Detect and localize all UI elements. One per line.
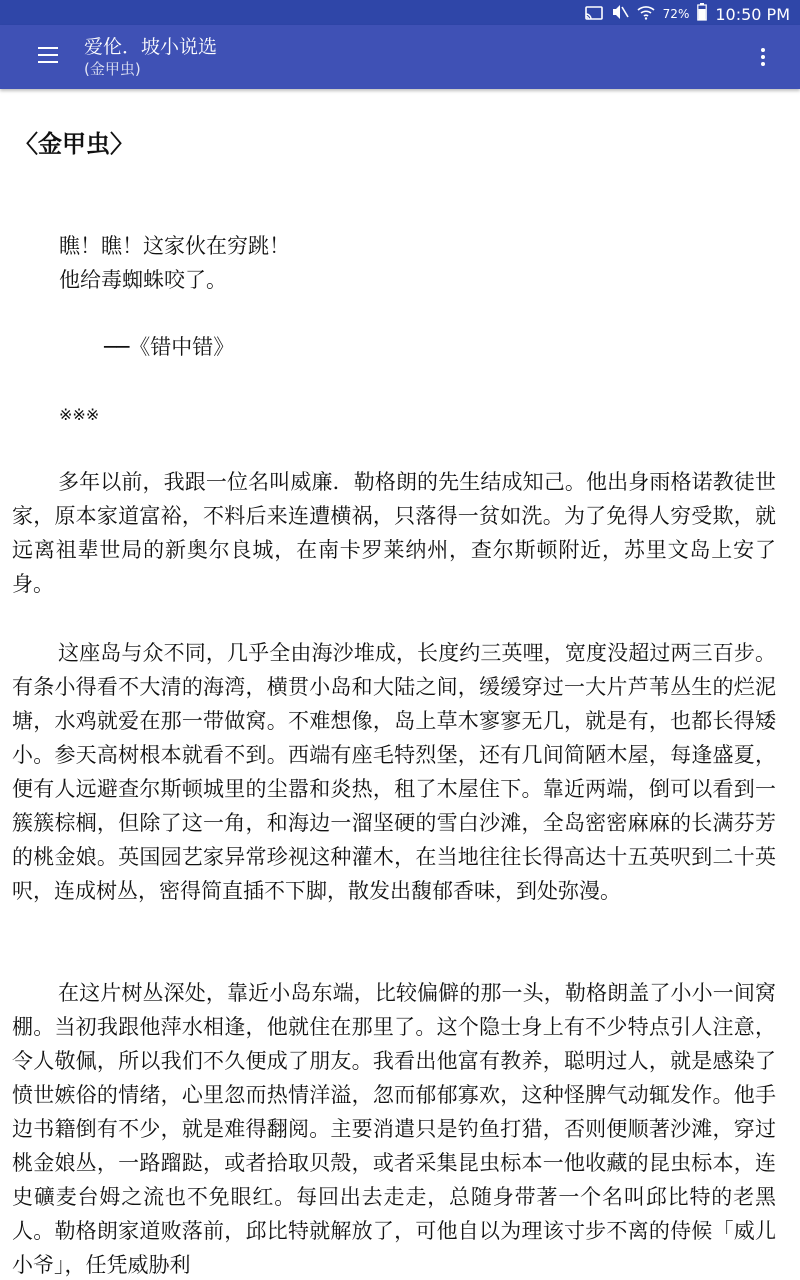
status-time: 10:50 PM bbox=[715, 4, 790, 24]
paragraph-1: 多年以前，我跟一位名叫威廉．勒格朗的先生结成知己。他出身雨格诺教徒世家，原本家道富裕，不料后来连遭横祸，只落得一贫如洗。为了免得人穷受欺，就远离祖辈世局的新奥尔良城，在南卡罗莱纳州，查尔斯顿附近，苏里文岛上安了身。 bbox=[12, 470, 776, 596]
wifi-icon bbox=[637, 4, 655, 24]
overflow-menu-icon[interactable] bbox=[761, 48, 765, 66]
epigraph-line-2: 他给毒蜘蛛咬了。 bbox=[59, 268, 227, 292]
epigraph-attribution: ──《错中错》 bbox=[104, 335, 235, 359]
hamburger-menu-icon[interactable] bbox=[38, 47, 58, 63]
paragraph-2: 这座岛与众不同，几乎全由海沙堆成，长度约三英哩，宽度没超过两三百步。有条小得看不大清的海湾，横贯小岛和大陆之间，缓缓穿过一大片芦苇丛生的烂泥塘，水鸡就爱在那一带做窝。不难想像，岛上草木寥寥无几，就是有，也都长得矮小。参天高树根本就看不到。西端有座毛特烈堡，还有几间简陋木屋，每逢盛夏，便有人远避查尔斯顿城里的尘嚣和炎热，租了木屋住下。靠近两端，倒可以看到一簇簇棕榈，但除了这一角，和海边一溜坚硬的雪白沙滩，全岛密密麻麻的长满芬芳的桃金娘。英国园艺家异常珍视这种灌木，在当地往往长得高达十五英呎到二十英呎，连成树丛，密得简直插不下脚，散发出馥郁香味，到处弥漫。 bbox=[12, 641, 776, 903]
epigraph-line-1: 瞧！瞧！这家伙在穷跳！ bbox=[59, 234, 290, 258]
battery-icon bbox=[697, 3, 707, 25]
app-title-group bbox=[84, 35, 217, 79]
app-title: 爱伦．坡小说选 bbox=[84, 36, 218, 58]
app-subtitle: (金甲虫) bbox=[84, 60, 141, 78]
battery-percent: 72% bbox=[662, 7, 690, 21]
status-icons bbox=[585, 3, 790, 25]
reader-content[interactable] bbox=[0, 89, 800, 1280]
section-separator: ※※※ bbox=[59, 405, 100, 424]
cast-icon bbox=[585, 5, 603, 24]
app-bar bbox=[0, 25, 800, 89]
status-bar bbox=[0, 0, 800, 25]
mute-icon bbox=[611, 4, 629, 24]
paragraph-3: 在这片树丛深处，靠近小岛东端，比较偏僻的那一头，勒格朗盖了小小一间窝棚。当初我跟他萍水相逢，他就住在那里了。这个隐士身上有不少特点引人注意，令人敬佩，所以我们不久便成了朋友。我看出他富有教养，聪明过人，就是感染了愤世嫉俗的情绪，心里忽而热情洋溢，忽而郁郁寡欢，这种怪脾气动辄发作。他手边书籍倒有不少，就是难得翻阅。主要消遣只是钓鱼打猎，否则便顺著沙滩，穿过桃金娘丛，一路蹓跶，或者拾取贝殼，或者采集昆虫标本一他收藏的昆虫标本，连史礦麦台姆之流也不免眼红。每回出去走走，总随身带著一个名叫邱比特的老黑人。勒格朗家道败落前，邱比特就解放了，可他自以为理该寸步不离的侍候「威儿小爷」，任凭威胁利 bbox=[12, 981, 776, 1277]
chapter-title: 〈金甲虫〉 bbox=[14, 130, 134, 158]
